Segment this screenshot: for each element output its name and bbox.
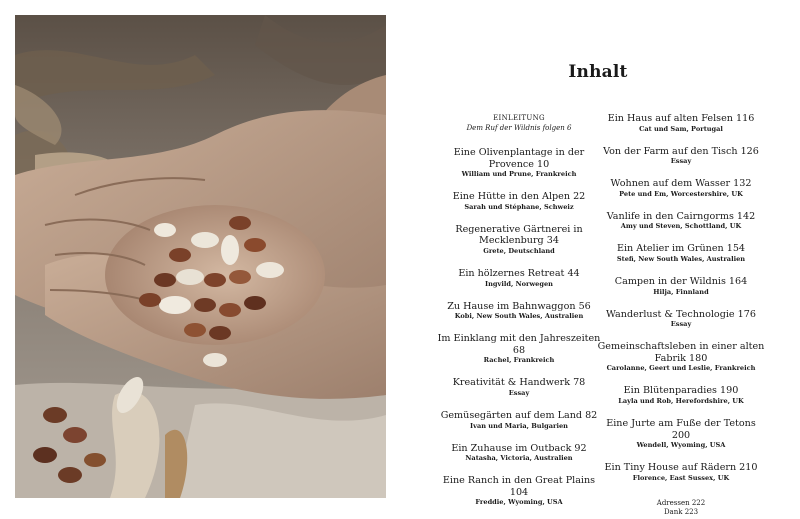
toc-entry[interactable] <box>596 309 766 330</box>
toc-entry[interactable] <box>434 301 604 322</box>
toc-entry-subtitle: Carolanne, Geert und Leslie, Frankreich <box>606 364 756 373</box>
toc-entry-subtitle: Layla und Rob, Herefordshire, UK <box>618 396 744 405</box>
toc-entry-subtitle: Ivan und Maria, Bulgarien <box>470 421 568 430</box>
toc-entry-title: Im Einklang mit den Jahreszeiten 68 <box>437 333 601 356</box>
toc-entry-subtitle: Freddie, Wyoming, USA <box>475 498 563 507</box>
toc-entry[interactable] <box>596 211 766 232</box>
toc-entry-title: Kreativität & Handwerk 78 <box>452 377 586 389</box>
toc-entry-subtitle: Essay <box>670 157 692 166</box>
toc-entry[interactable] <box>434 147 604 179</box>
toc-entry[interactable] <box>434 268 604 289</box>
toc-entry[interactable] <box>434 410 604 431</box>
toc-entry-title: Ein Atelier im Grünen 154 <box>616 243 746 255</box>
toc-entry-subtitle: Cat und Sam, Portugal <box>639 124 723 133</box>
toc-entry-title: Gemüsegärten auf dem Land 82 <box>440 409 598 421</box>
toc-entry-title: Eine Hütte in den Alpen 22 <box>452 191 586 203</box>
beans-in-hands-photo <box>15 15 386 498</box>
toc-title: Inhalt <box>568 62 628 82</box>
toc-entry-subtitle: William und Prune, Frankreich <box>461 170 577 179</box>
toc-entry[interactable] <box>596 113 766 134</box>
toc-entry-title: Regenerative Gärtnerei in Mecklenburg 34 <box>455 223 583 247</box>
toc-entry-subtitle: Wendell, Wyoming, USA <box>636 441 726 450</box>
toc-entry-subtitle: Hilja, Finnland <box>653 287 709 296</box>
toc-entry-subtitle: Natasha, Victoria, Australien <box>465 454 573 463</box>
toc-entry-title: Von der Farm auf den Tisch 126 <box>603 145 759 157</box>
toc-entry[interactable] <box>596 462 766 483</box>
toc-entry[interactable] <box>434 443 604 464</box>
toc-entry-title: Ein Zuhause im Outback 92 <box>451 442 587 454</box>
toc-entry-title: Ein hölzernes Retreat 44 <box>458 267 580 279</box>
toc-entry[interactable] <box>596 243 766 264</box>
toc-entry-title: Eine Jurte am Fuße der Tetons 200 <box>606 417 756 441</box>
toc-entry-title: Ein Haus auf alten Felsen 116 <box>607 113 755 124</box>
toc-entry[interactable] <box>596 341 766 373</box>
toc-entry-title: Campen in der Wildnis 164 <box>614 275 748 287</box>
toc-entry-subtitle: Essay <box>670 320 692 329</box>
toc-entry[interactable] <box>434 475 604 507</box>
toc-entry[interactable] <box>434 377 604 398</box>
toc-entry-subtitle: Essay <box>508 388 530 397</box>
toc-entry[interactable] <box>596 418 766 450</box>
intro-heading: EINLEITUNG <box>493 114 545 122</box>
toc-entry-title: Eine Olivenplantage in der Provence 10 <box>453 147 585 170</box>
toc-entry-subtitle: Pete und Em, Worcestershire, UK <box>619 189 743 198</box>
toc-entry-subtitle: Kobi, New South Wales, Australien <box>454 312 584 321</box>
toc-dank[interactable]: Dank 223 <box>663 508 699 517</box>
toc-entry-title: Wohnen auf dem Wasser 132 <box>610 178 752 190</box>
toc-entry-subtitle: Stefi, New South Wales, Australien <box>616 254 746 263</box>
toc-entry-title: Vanlife in den Cairngorms 142 <box>606 210 756 222</box>
toc-entry-title: Wanderlust & Technologie 176 <box>606 308 756 320</box>
toc-intro <box>434 113 604 133</box>
toc-footer <box>596 499 766 518</box>
toc-entry-subtitle: Ingvild, Norwegen <box>485 279 553 288</box>
toc-entry-subtitle: Grete, Deutschland <box>483 246 555 255</box>
toc-entry[interactable] <box>596 146 766 167</box>
toc-entry-subtitle: Florence, East Sussex, UK <box>632 473 730 482</box>
toc-entry-title: Zu Hause im Bahnwaggon 56 <box>447 300 591 312</box>
toc-entry[interactable] <box>596 385 766 406</box>
toc-entry-subtitle: Rachel, Frankreich <box>483 356 555 365</box>
toc-entry[interactable] <box>434 333 604 365</box>
toc-entry-subtitle: Amy und Steven, Schottland, UK <box>620 222 742 231</box>
toc-entry-title: Eine Ranch in den Great Plains 104 <box>442 475 596 498</box>
toc-entry[interactable] <box>596 276 766 297</box>
toc-adressen[interactable]: Adressen 222 <box>656 498 706 507</box>
toc-entry-title: Ein Tiny House auf Rädern 210 <box>604 462 758 474</box>
toc-entry-title: Ein Blütenparadies 190 <box>623 385 739 397</box>
toc-entry-title: Gemeinschaftsleben in einer alten Fabrik 180 <box>597 341 765 364</box>
toc-right-column <box>596 113 766 518</box>
toc-left-column <box>434 113 604 519</box>
toc-entry[interactable] <box>596 178 766 199</box>
toc-entry[interactable] <box>434 224 604 256</box>
intro-subtitle: Dem Ruf der Wildnis folgen 6 <box>466 124 572 132</box>
toc-entry-subtitle: Sarah und Stéphane, Schweiz <box>464 202 574 211</box>
toc-entry[interactable] <box>434 191 604 212</box>
